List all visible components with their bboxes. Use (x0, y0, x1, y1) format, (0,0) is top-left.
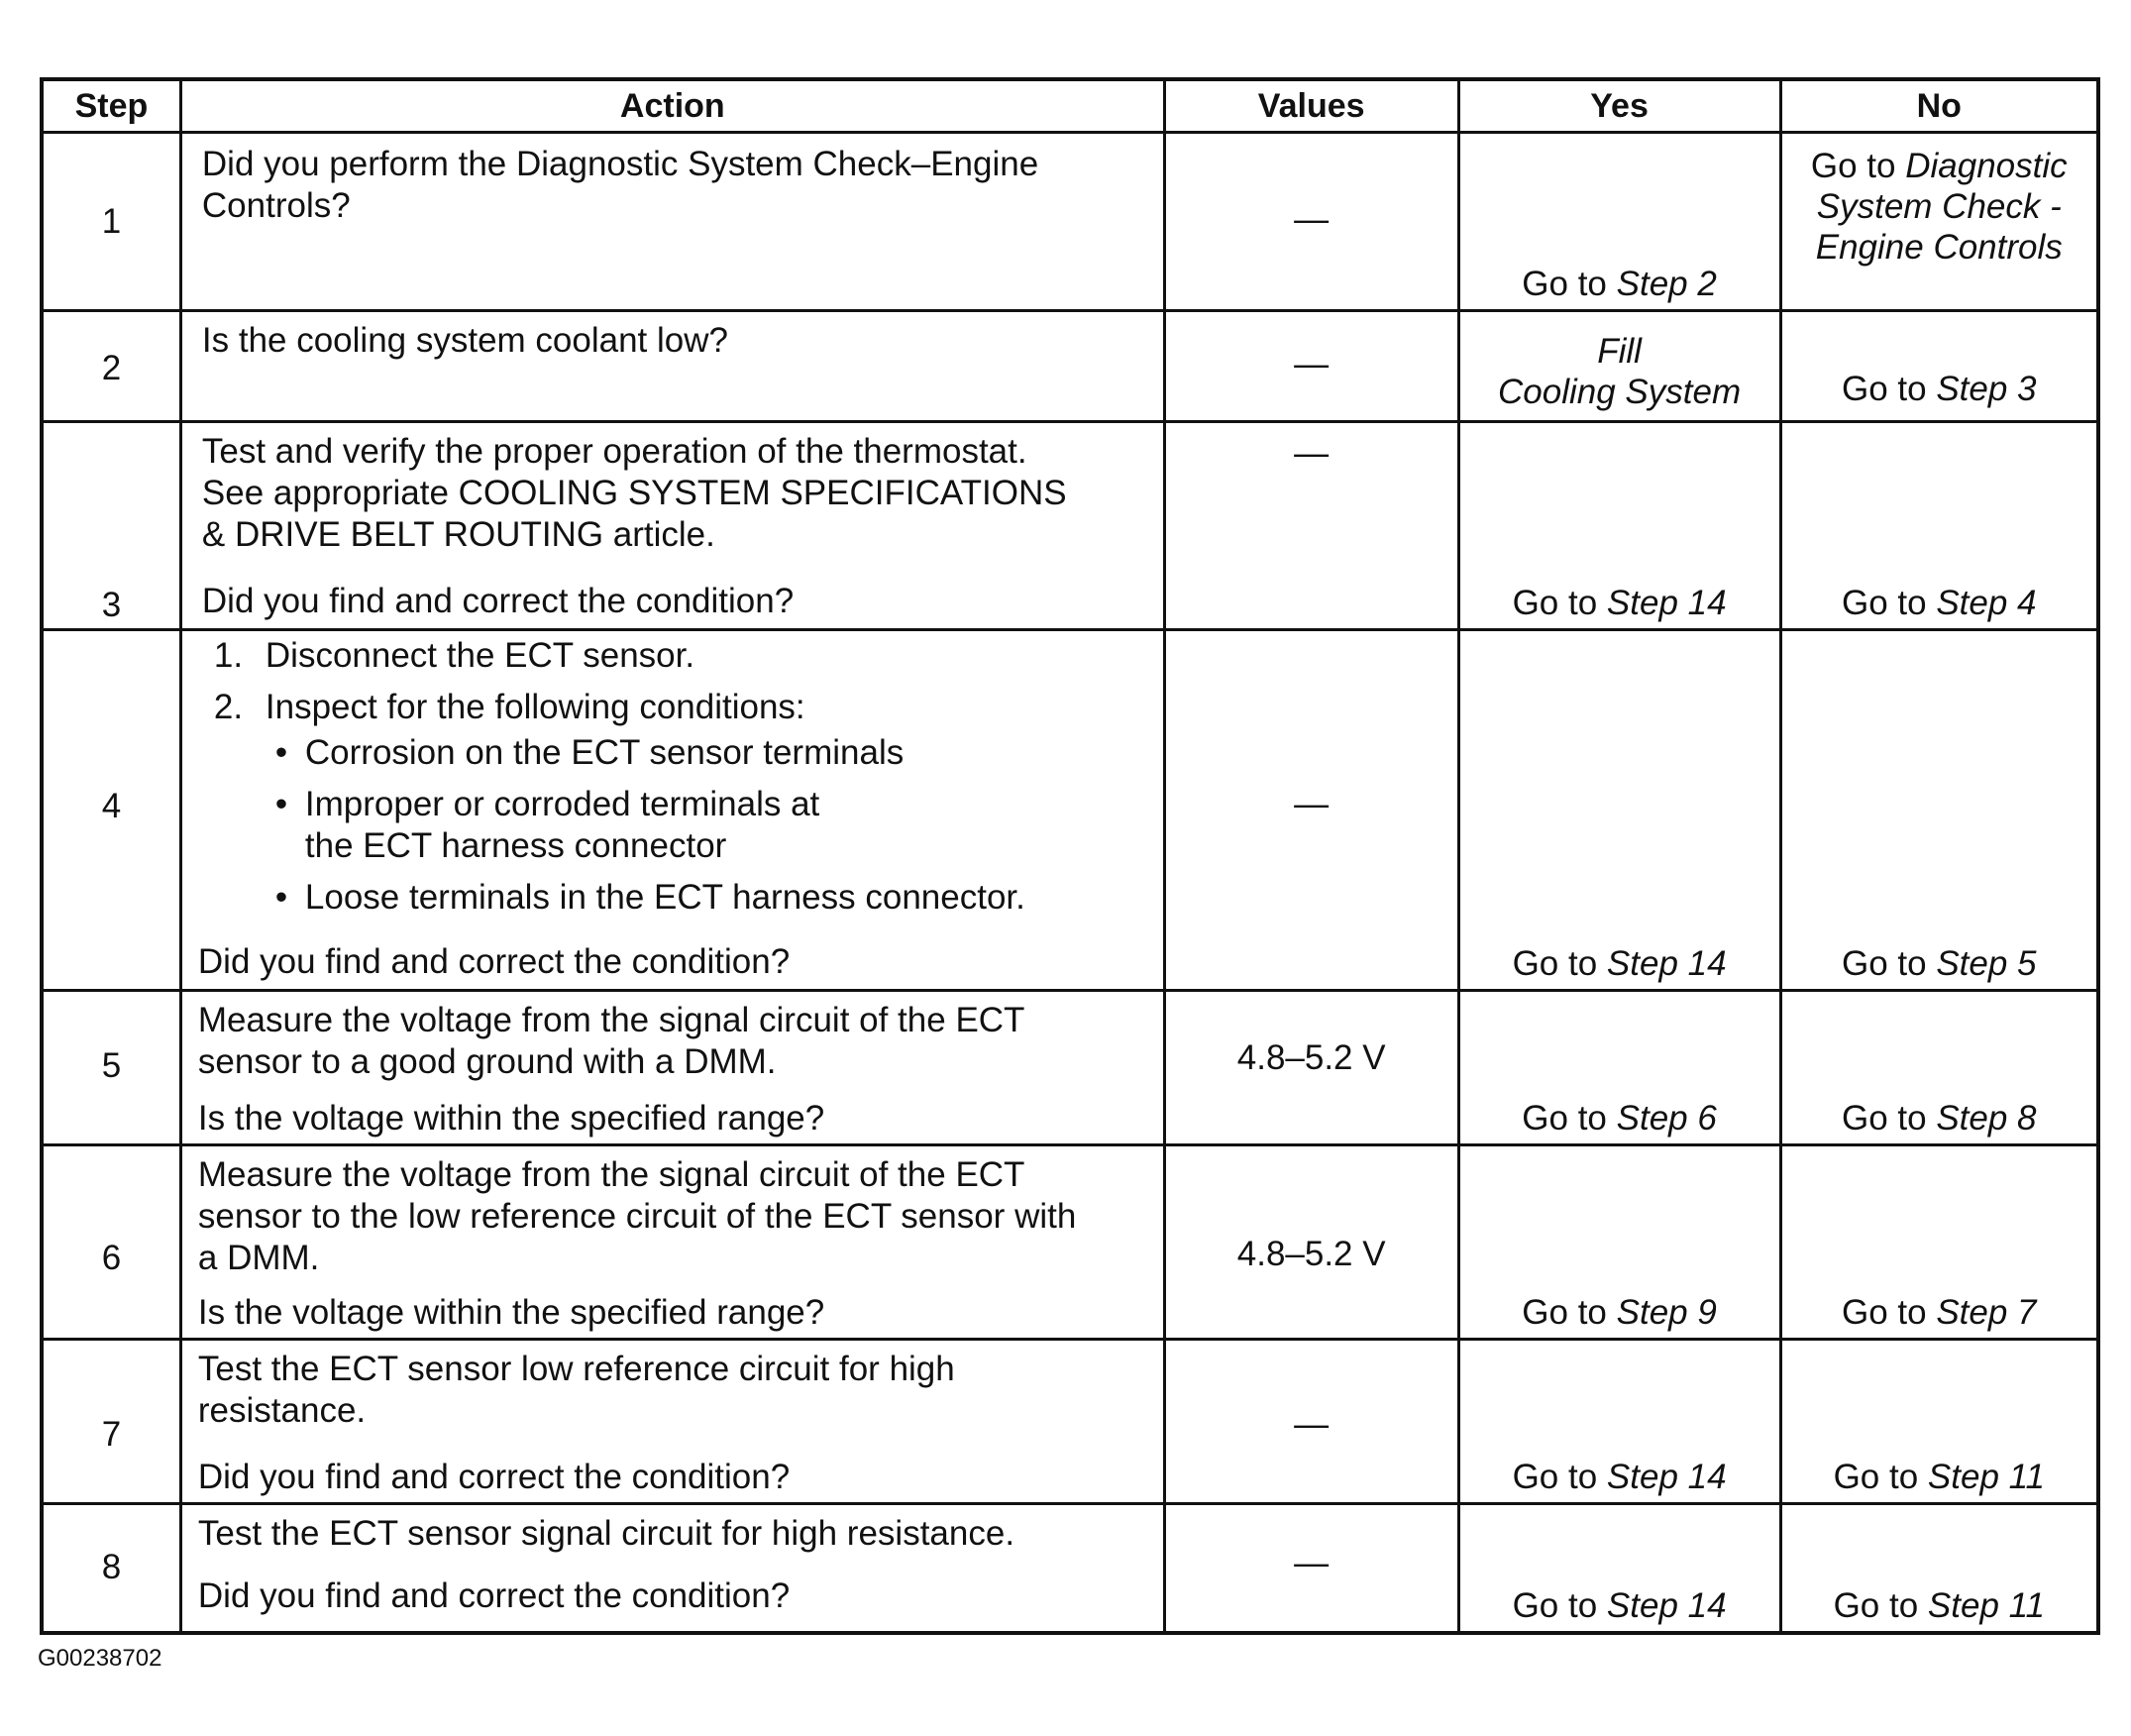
header-action: Action (180, 79, 1164, 133)
action-text: & DRIVE BELT ROUTING article. (201, 515, 715, 554)
yes-goto: Go to Step 2 (1522, 265, 1717, 303)
value-dash: — (1294, 200, 1330, 239)
table-row (42, 1340, 2098, 1504)
step-cell (42, 422, 180, 630)
values-cell (1164, 422, 1458, 630)
list-item: 2. Inspect for the following conditions: • Corrosion on the ECT sensor terminals • Improper or corroded terminals at the ECT harness connector • Loose terminals in the ECT harness connector. (182, 687, 1143, 919)
value-dash: — (1294, 434, 1330, 473)
action-text: Test the ECT sensor signal circuit for high resistance. (197, 1514, 1015, 1553)
values-cell (1164, 1340, 1458, 1504)
action-question: Did you find and correct the condition? (197, 1575, 791, 1615)
step-cell (42, 1504, 180, 1633)
values-cell (1164, 1504, 1458, 1633)
table-row (42, 630, 2098, 991)
yes-cell (1458, 133, 1780, 311)
action-cell (180, 311, 1164, 422)
yes-action: Fill Cooling System (1498, 332, 1742, 411)
table-row (42, 1504, 2098, 1633)
action-cell (180, 133, 1164, 311)
action-text: Measure the voltage from the signal circuit of the ECT (197, 1001, 1025, 1039)
step-number: 6 (101, 1239, 122, 1277)
yes-cell (1458, 422, 1780, 630)
step-cell (42, 133, 180, 311)
value-range: 4.8–5.2 V (1236, 1235, 1386, 1273)
values-cell (1164, 991, 1458, 1145)
action-text: Test and verify the proper operation of the thermostat. (201, 432, 1027, 471)
action-text: Measure the voltage from the signal circuit of the ECT (197, 1155, 1025, 1194)
action-cell (180, 991, 1164, 1145)
no-goto: Go to Step 7 (1841, 1293, 2037, 1332)
yes-cell (1458, 311, 1780, 422)
action-text: See appropriate COOLING SYSTEM SPECIFICATIONS (201, 474, 1067, 512)
values-cell (1164, 133, 1458, 311)
yes-goto: Go to Step 14 (1512, 584, 1727, 622)
action-text: sensor to the low reference circuit of the ECT sensor with (197, 1197, 1077, 1236)
table-row (42, 311, 2098, 422)
action-text: sensor to a good ground with a DMM. (197, 1042, 777, 1081)
no-cell (1780, 1145, 2098, 1340)
no-cell (1780, 311, 2098, 422)
values-cell (1164, 1145, 1458, 1340)
step-cell (42, 1145, 180, 1340)
action-question: Did you find and correct the condition? (197, 1458, 791, 1496)
action-text: Did you perform the Diagnostic System Check–Engine (201, 145, 1039, 183)
no-goto: Go to Step 3 (1841, 370, 2037, 408)
step-number: 8 (101, 1548, 122, 1586)
yes-cell (1458, 1145, 1780, 1340)
value-dash: — (1294, 345, 1330, 383)
header-values: Values (1164, 79, 1458, 133)
step-cell (42, 630, 180, 991)
action-text: Test the ECT sensor low reference circuit for high (197, 1350, 955, 1388)
yes-goto: Go to Step 14 (1512, 1458, 1727, 1496)
table-row (42, 422, 2098, 630)
bullet-item: • Improper or corroded terminals at the ECT harness connector (266, 784, 860, 867)
action-question: Is the voltage within the specified range? (197, 1293, 825, 1332)
step-cell (42, 991, 180, 1145)
no-cell (1780, 1340, 2098, 1504)
no-goto: Go to Step 4 (1841, 584, 2037, 622)
no-cell (1780, 630, 2098, 991)
yes-cell (1458, 1504, 1780, 1633)
no-cell (1780, 991, 2098, 1145)
header-row (42, 79, 2098, 133)
step-number: 2 (101, 349, 122, 387)
diagnostic-table (40, 77, 2100, 1635)
yes-goto: Go to Step 6 (1522, 1099, 1717, 1138)
step-number: 1 (101, 202, 122, 241)
step-number: 4 (101, 787, 122, 825)
yes-goto: Go to Step 9 (1522, 1293, 1717, 1332)
table-row (42, 133, 2098, 311)
action-text: Controls? (201, 186, 351, 225)
figure-id: G00238702 (38, 1645, 162, 1672)
action-question: Is the voltage within the specified range? (197, 1099, 825, 1138)
no-goto: Go to Step 11 (1833, 1458, 2045, 1496)
values-cell (1164, 630, 1458, 991)
yes-cell (1458, 630, 1780, 991)
action-cell (180, 1340, 1164, 1504)
no-goto: Go to Step 5 (1841, 944, 2037, 983)
value-range: 4.8–5.2 V (1236, 1038, 1386, 1077)
no-goto: Go to Step 8 (1841, 1099, 2037, 1138)
step-number: 3 (101, 586, 122, 624)
header-yes: Yes (1458, 79, 1780, 133)
value-dash: — (1294, 785, 1330, 823)
action-text: Is the cooling system coolant low? (201, 321, 728, 360)
action-text: resistance. (197, 1391, 367, 1430)
action-question: Did you find and correct the condition? (201, 582, 795, 620)
values-cell (1164, 311, 1458, 422)
no-cell (1780, 133, 2098, 311)
no-cell (1780, 1504, 2098, 1633)
value-dash: — (1294, 1544, 1330, 1582)
numbered-list (182, 635, 1143, 919)
yes-cell (1458, 1340, 1780, 1504)
yes-goto: Go to Step 14 (1512, 1585, 1727, 1625)
no-cell (1780, 422, 2098, 630)
no-goto: Go to Step 11 (1833, 1585, 2045, 1625)
yes-cell (1458, 991, 1780, 1145)
bullet-item: • Corrosion on the ECT sensor terminals (266, 732, 1143, 774)
action-text: a DMM. (197, 1239, 320, 1277)
action-cell (180, 630, 1164, 991)
action-cell (180, 422, 1164, 630)
action-cell (180, 1504, 1164, 1633)
action-cell (180, 1145, 1164, 1340)
bullet-item: • Loose terminals in the ECT harness connector. (266, 877, 1143, 919)
table-row (42, 1145, 2098, 1340)
step-cell (42, 1340, 180, 1504)
no-goto: Go to Diagnostic System Check - Engine Controls (1810, 147, 2068, 267)
header-step: Step (42, 79, 180, 133)
step-number: 7 (101, 1415, 122, 1454)
value-dash: — (1294, 1405, 1330, 1444)
bullet-list (266, 732, 1143, 919)
step-number: 5 (101, 1046, 122, 1085)
table-row (42, 991, 2098, 1145)
list-item: 1. Disconnect the ECT sensor. (213, 636, 695, 675)
yes-goto: Go to Step 14 (1512, 944, 1727, 983)
action-question: Did you find and correct the condition? (197, 942, 791, 981)
header-no: No (1780, 79, 2098, 133)
step-cell (42, 311, 180, 422)
